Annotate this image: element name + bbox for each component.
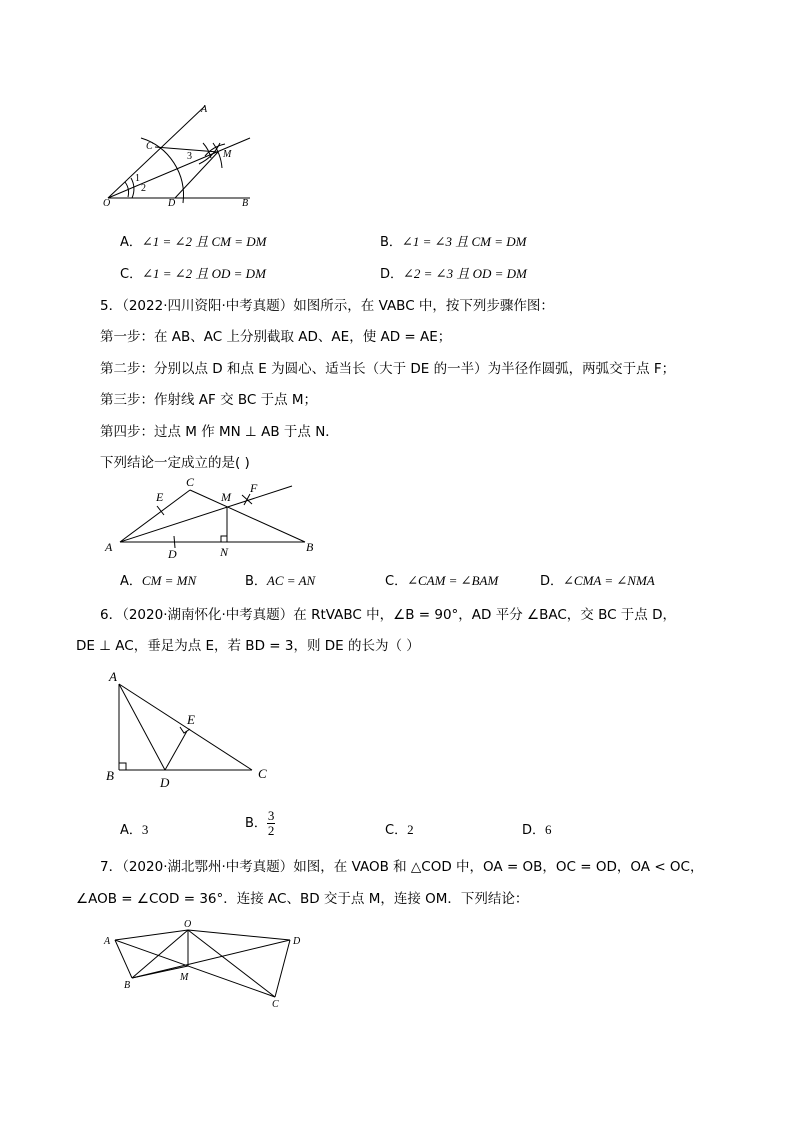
- option-letter: B．: [245, 574, 267, 589]
- q7-label-D: D: [293, 936, 301, 947]
- q5-option-d[interactable]: [540, 570, 655, 589]
- option-letter: A．: [120, 574, 142, 589]
- q5-figure: [100, 474, 314, 562]
- option-text: ∠CMA = ∠NMA: [563, 573, 655, 588]
- q7-figure: [100, 918, 310, 1008]
- fraction-denominator: 2: [267, 823, 275, 838]
- figure-angle-bisector: [95, 98, 265, 210]
- q7-label-O: O: [184, 919, 192, 930]
- q6-option-b[interactable]: [245, 809, 275, 838]
- option-letter: C．: [385, 823, 408, 838]
- q5-stem: 5．（2022·四川资阳·中考真题）如图所示，在 VABC 中，按下列步骤作图：: [100, 298, 554, 314]
- fraction-numerator: 3: [267, 808, 275, 823]
- fig1-label-2: 2: [141, 183, 146, 194]
- q4-option-c[interactable]: [120, 263, 266, 282]
- q6-option-c[interactable]: [385, 819, 414, 838]
- option-letter: A．: [120, 235, 142, 250]
- fig1-label-A: A: [201, 104, 208, 115]
- q6-option-d[interactable]: [522, 819, 552, 838]
- q5-step1: 第一步：在 AB、AC 上分别截取 AD、AE，使 AD = AE；: [100, 329, 452, 345]
- q5-label-C: C: [186, 475, 195, 489]
- q7-label-A: A: [104, 936, 111, 947]
- q5-label-A: A: [105, 540, 113, 554]
- option-text: ∠CAM = ∠BAM: [407, 573, 499, 588]
- option-letter: C．: [385, 574, 408, 589]
- q5-label-E: E: [156, 490, 164, 504]
- q5-label-N: N: [220, 545, 229, 559]
- option-text: ∠1 = ∠2 且 CM = DM: [141, 234, 267, 249]
- option-text: AC = AN: [266, 573, 316, 588]
- q7-line2: ∠AOB = ∠COD = 36°．连接 AC、BD 交于点 M，连接 OM．下列结论：: [76, 891, 529, 907]
- q5-option-a[interactable]: [120, 570, 196, 589]
- q6-line1: 6．（2020·湖南怀化·中考真题）在 RtVABC 中，∠B = 90°，AD 平分 ∠BAC，交 BC 于点 D，: [100, 607, 676, 623]
- q5-label-F: F: [250, 481, 258, 495]
- option-letter: A．: [120, 823, 142, 838]
- q5-step2: 第二步：分别以点 D 和点 E 为圆心、适当长（大于 DE 的一半）为半径作圆弧，两弧交于点 F；: [100, 361, 676, 377]
- q5-question: 下列结论一定成立的是( ): [100, 455, 250, 471]
- q6-label-D: D: [160, 775, 170, 790]
- q6-label-B: B: [106, 768, 114, 783]
- option-letter: B．: [245, 816, 267, 831]
- fig1-label-M: M: [223, 149, 232, 160]
- option-letter: D．: [380, 267, 404, 282]
- option-text: CM = MN: [141, 573, 197, 588]
- option-text: 2: [407, 822, 414, 837]
- q4-option-d[interactable]: [380, 263, 527, 282]
- fraction: [267, 809, 276, 838]
- fig1-label-B: B: [242, 198, 249, 209]
- option-text: ∠1 = ∠2 且 OD = DM: [142, 266, 266, 281]
- q5-option-c[interactable]: [385, 570, 498, 589]
- q6-label-A: A: [109, 669, 117, 684]
- option-letter: D．: [540, 574, 564, 589]
- q4-option-a[interactable]: [120, 231, 266, 250]
- q6-line2: DE ⊥ AC，垂足为点 E，若 BD = 3，则 DE 的长为（ ）: [76, 638, 420, 654]
- q5-option-b[interactable]: [245, 570, 315, 589]
- fig1-label-1: 1: [135, 173, 140, 184]
- q7-label-C: C: [272, 999, 279, 1010]
- option-letter: C．: [120, 267, 143, 282]
- q7-line1: 7．（2020·湖北鄂州·中考真题）如图，在 VAOB 和 △COD 中，OA = OB，OC = OD，OA < OC，: [100, 859, 704, 875]
- q4-option-b[interactable]: [380, 231, 526, 250]
- option-letter: B．: [380, 235, 402, 250]
- q6-label-E: E: [187, 712, 195, 727]
- option-text: 3: [141, 822, 149, 837]
- option-text: 6: [545, 822, 552, 837]
- q5-label-D: D: [168, 547, 177, 561]
- q7-label-B: B: [124, 980, 131, 991]
- fig1-label-D: D: [168, 198, 176, 209]
- fig1-label-O: O: [103, 198, 111, 209]
- q6-figure: [100, 668, 280, 793]
- q5-label-M: M: [221, 490, 231, 504]
- q5-step3: 第三步：作射线 AF 交 BC 于点 M；: [100, 392, 318, 408]
- q5-step4: 第四步：过点 M 作 MN ⊥ AB 于点 N．: [100, 424, 339, 440]
- option-text: ∠2 = ∠3 且 OD = DM: [403, 266, 527, 281]
- q6-label-C: C: [258, 766, 267, 781]
- q5-label-B: B: [306, 540, 314, 554]
- q6-option-a[interactable]: [120, 819, 148, 838]
- q7-label-M: M: [180, 972, 189, 983]
- option-letter: D．: [522, 823, 546, 838]
- fig1-label-3: 3: [187, 151, 192, 162]
- option-text: ∠1 = ∠3 且 CM = DM: [401, 234, 527, 249]
- fig1-label-C: C: [146, 141, 153, 152]
